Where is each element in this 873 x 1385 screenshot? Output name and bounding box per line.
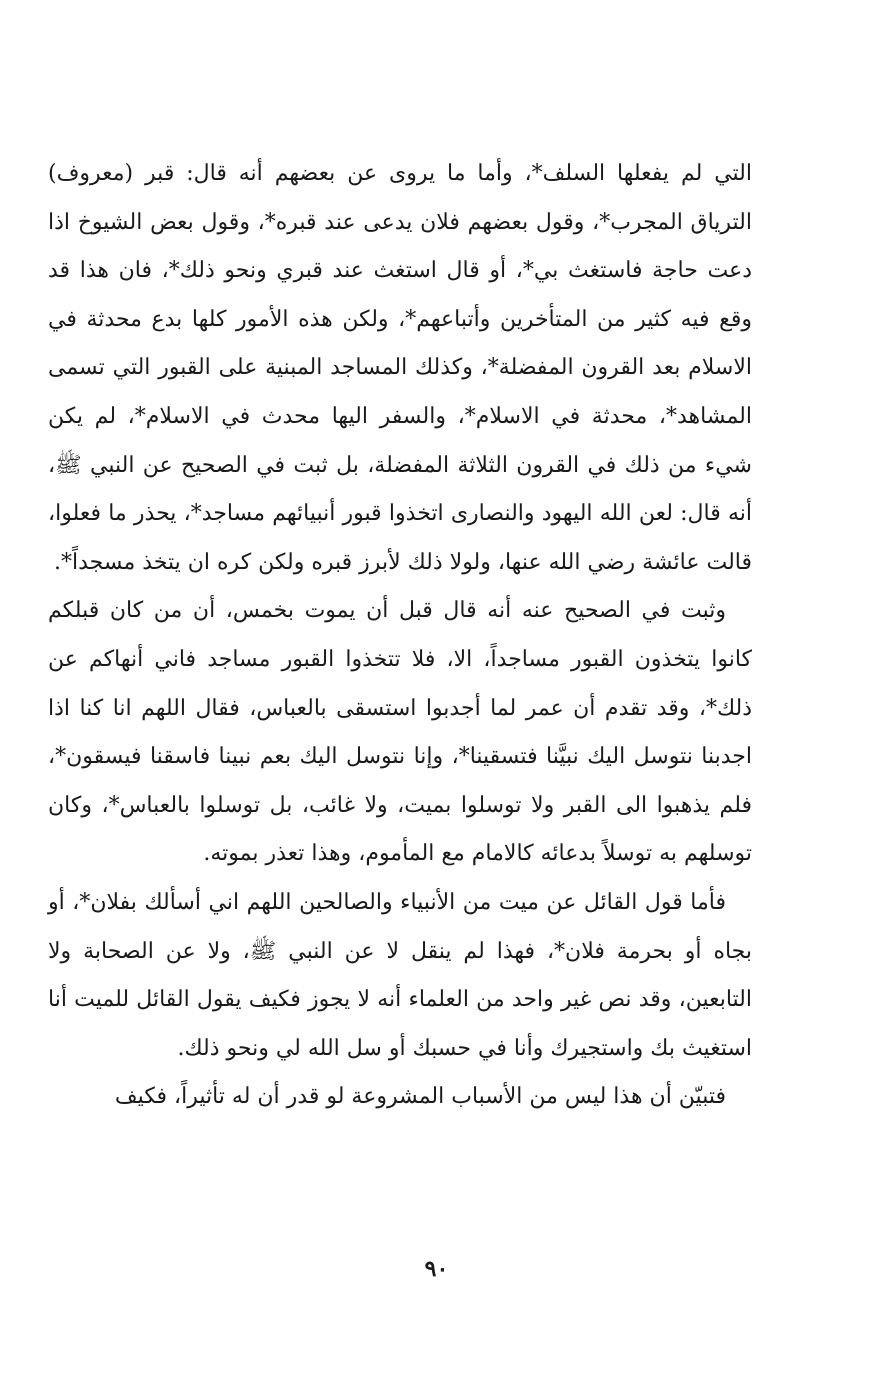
page-body-text xyxy=(48,150,752,1122)
paragraph-3: فأما قول القائل عن ميت من الأنبياء والصالحين اللهم اني أسألك بفلان*، أو بجاه أو بحرمة فلان*، فهذا لم ينقل لا عن النبي ﷺ، ولا عن الصحابة ولا التابعين، وقد نص غير واحد من العلماء أنه لا يجوز فكيف يقول القائل للميت أنا استغيث بك واستجيرك وأنا في حسبك أو سل الله لي ونحو ذلك. xyxy=(48,889,752,1061)
paragraph-2: وثبت في الصحيح عنه أنه قال قبل أن يموت بخمس، أن من كان قبلكم كانوا يتخذون القبور مساجداً، الا، فلا تتخذوا القبور مساجد فاني أنهاكم عن ذلك*، وقد تقدم أن عمر لما أجدبوا استسقى بالعباس، فقال اللهم انا كنا اذا اجدبنا نتوسل اليك نبيَّنا فتسقينا*، وإنا نتوسل اليك بعم نبينا فاسقنا فيسقون*، فلم يذهبوا الى القبر ولا توسلوا بميت، ولا غائب، بل توسلوا بالعباس*، وكان توسلهم به توسلاً بدعائه كالامام مع المأموم، وهذا تعذر بموته. xyxy=(48,598,752,867)
page-number: ٩٠ xyxy=(424,1256,449,1282)
paragraph-1: التي لم يفعلها السلف*، وأما ما يروى عن بعضهم أنه قال: قبر (معروف) الترياق المجرب*، وقول بعضهم فلان يدعى عند قبره*، وقول بعض الشيوخ اذا دعت حاجة فاستغث بي*، أو قال استغث عند قبري ونحو ذلك*، فان هذا قد وقع فيه كثير من المتأخرين وأتباعهم*، ولكن هذه الأمور كلها بدع محدثة في الاسلام بعد القرون المفضلة*، وكذلك المساجد المبنية على القبور التي تسمى المشاهد*، محدثة في الاسلام*، والسفر اليها محدث في الاسلام*، لم يكن شيء من ذلك في القرون الثلاثة المفضلة، بل ثبت في الصحيح عن النبي ﷺ، أنه قال: لعن الله اليهود والنصارى اتخذوا قبور أنبيائهم مساجد*، يحذر ما فعلوا، قالت عائشة رضي الله عنها، ولولا ذلك لأبرز قبره ولكن كره ان يتخذ مسجداً*. xyxy=(48,161,752,575)
paragraph-4: فتبيّن أن هذا ليس من الأسباب المشروعة لو قدر أن له تأثيراً، فكيف xyxy=(114,1084,726,1110)
